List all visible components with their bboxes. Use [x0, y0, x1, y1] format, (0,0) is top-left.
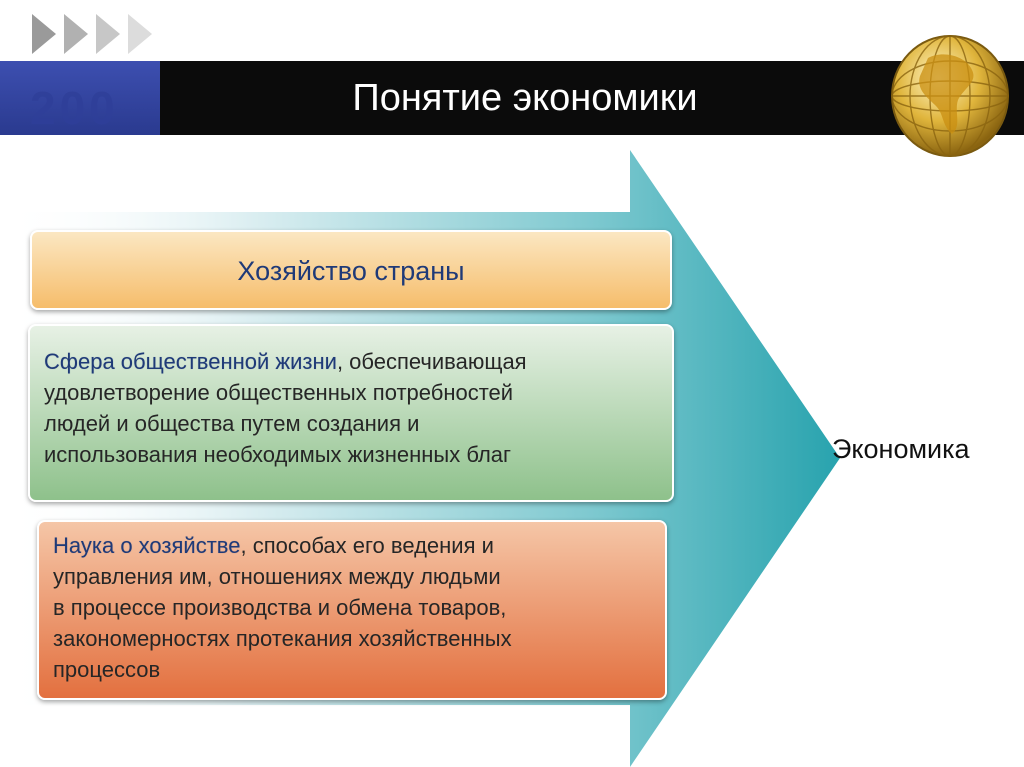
- country-economy-label: Хозяйство страны: [237, 256, 465, 286]
- science-line3: в процессе производства и обмена товаров,: [53, 595, 507, 620]
- science-line1-rest: , способах его ведения и: [240, 533, 494, 558]
- science-line5: процессов: [53, 657, 161, 682]
- country-economy-box: [30, 230, 672, 310]
- chevron-right-icon: [30, 12, 165, 56]
- science-term: Наука о хозяйстве: [53, 533, 241, 558]
- sphere-line3: людей и общества путем создания и: [44, 411, 420, 436]
- page-title: Понятие экономики: [352, 77, 698, 119]
- sphere-line2: удовлетворение общественных потребностей: [44, 380, 514, 405]
- science-line2: управления им, отношениях между людьми: [53, 564, 501, 589]
- sphere-line1-rest: , обеспечивающая: [336, 349, 527, 374]
- sphere-definition-text: [44, 346, 664, 470]
- science-line4: закономерностях протекания хозяйственных: [53, 626, 512, 651]
- globe-icon: [888, 30, 1012, 158]
- sphere-term: Сфера общественной жизни: [44, 349, 337, 374]
- science-definition-box: [37, 520, 667, 700]
- science-definition-text: [53, 530, 659, 685]
- sphere-line4: использования необходимых жизненных благ: [44, 442, 512, 467]
- header-accent-block: 200: [0, 61, 160, 135]
- sphere-definition-box: [28, 324, 674, 502]
- economics-label: Экономика: [832, 434, 970, 464]
